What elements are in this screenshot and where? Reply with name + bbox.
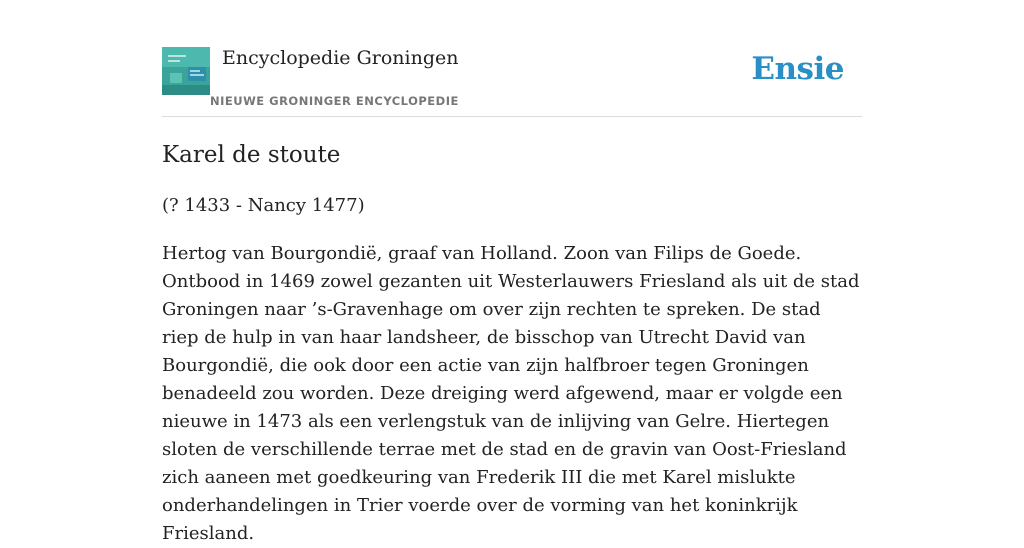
ensie-brand-link[interactable]: Ensie [751,51,844,87]
site-name[interactable]: Encyclopedie Groningen [222,47,459,69]
article-title: Karel de stoute [162,142,341,168]
site-tagline: NIEUWE GRONINGER ENCYCLOPEDIE [210,94,459,108]
site-header [162,0,862,117]
encyclopedia-logo-icon[interactable] [162,47,210,95]
page [162,0,862,544]
article-body: Hertog van Bourgondië, graaf van Holland. Zoon van Filips de Goede. Ontbood in 1469 zowel gezanten uit Westerlauwers Friesland als uit de stad Groningen naar ’s-Gravenhage om over zijn rechten te spreken. De stad riep de hulp in van haar landsheer, de bisschop van Utrecht David van Bourgondië, die ook door een actie van zijn halfbroer tegen Groningen benadeeld zou worden. Deze dreiging werd afgewend, maar er volgde een nieuwe in 1473 als een verlengstuk van de inlijving van Gelre. Hiertegen sloten de verschillende terrae met de stad en de gravin van Oost-Friesland zich aaneen met goedkeuring van Frederik III die met Karel mislukte onderhandelingen in Trier voerde over de vorming van het koninkrijk Friesland. [162,243,860,544]
article-dates: (? 1433 - Nancy 1477) [162,195,365,216]
